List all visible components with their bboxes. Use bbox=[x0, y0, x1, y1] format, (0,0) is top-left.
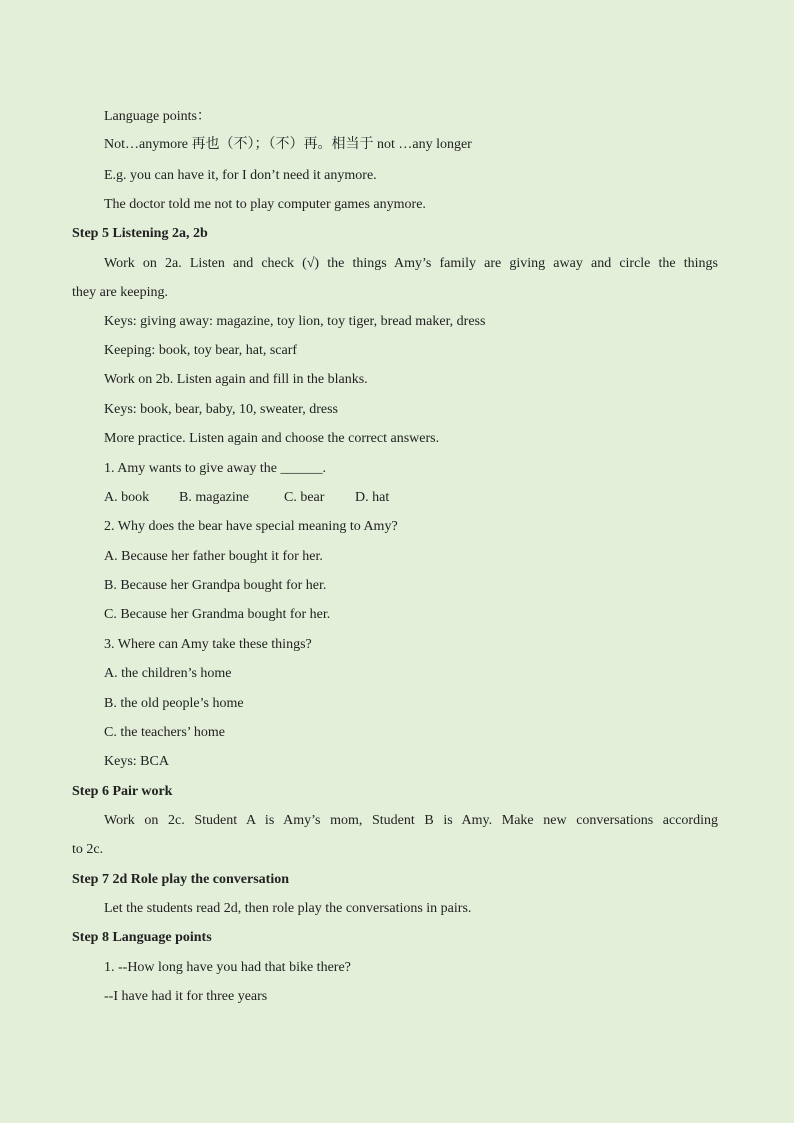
question-1-options bbox=[104, 489, 389, 507]
q2-option-b: B. Because her Grandpa bought for her. bbox=[104, 578, 327, 593]
keys-giving-away: Keys: giving away: magazine, toy lion, toy tiger, bread maker, dress bbox=[104, 314, 486, 329]
not-anymore-explanation: Not…anymore 再也（不）；（不）再。相当于 not …any longer bbox=[104, 137, 472, 152]
question-1: 1. Amy wants to give away the ______. bbox=[104, 461, 327, 476]
more-practice: More practice. Listen again and choose the correct answers. bbox=[104, 431, 440, 446]
step5-instruction-continued: they are keeping. bbox=[72, 285, 169, 300]
dialogue-line-2: --I have had it for three years bbox=[104, 989, 268, 1004]
step5-2b-instruction: Work on 2b. Listen again and fill in the blanks. bbox=[104, 372, 368, 387]
step6-instruction-continued: to 2c. bbox=[72, 842, 104, 857]
step6-heading: Step 6 Pair work bbox=[72, 784, 173, 799]
q1-option-b: B. magazine bbox=[179, 490, 249, 505]
question-3: 3. Where can Amy take these things? bbox=[104, 637, 312, 652]
example-sentence-1: E.g. you can have it, for I don’t need it anymore. bbox=[104, 168, 377, 183]
keys-keeping: Keeping: book, toy bear, hat, scarf bbox=[104, 343, 298, 358]
dialogue-line-1: 1. --How long have you had that bike there? bbox=[104, 960, 351, 975]
step7-instruction: Let the students read 2d, then role play the conversations in pairs. bbox=[104, 901, 472, 916]
q2-option-a: A. Because her father bought it for her. bbox=[104, 549, 323, 564]
q2-option-c: C. Because her Grandma bought for her. bbox=[104, 607, 331, 622]
q1-option-c: C. bear bbox=[284, 490, 325, 505]
q1-option-a: A. book bbox=[104, 490, 150, 505]
question-2: 2. Why does the bear have special meaning to Amy? bbox=[104, 519, 398, 534]
language-points-label: Language points： bbox=[104, 109, 211, 124]
answer-keys: Keys: BCA bbox=[104, 754, 169, 769]
step6-instruction: Work on 2c. Student A is Amy’s mom, Student B is Amy. Make new conversations according bbox=[104, 813, 718, 828]
keys-2b: Keys: book, bear, baby, 10, sweater, dress bbox=[104, 402, 338, 417]
step5-instruction: Work on 2a. Listen and check (√) the things Amy’s family are giving away and circle the things bbox=[104, 256, 718, 271]
q3-option-a: A. the children’s home bbox=[104, 666, 232, 681]
step7-heading: Step 7 2d Role play the conversation bbox=[72, 872, 289, 887]
q3-option-b: B. the old people’s home bbox=[104, 696, 244, 711]
step5-heading: Step 5 Listening 2a, 2b bbox=[72, 226, 208, 241]
step8-heading: Step 8 Language points bbox=[72, 930, 212, 945]
q1-option-d: D. hat bbox=[355, 490, 390, 505]
example-sentence-2: The doctor told me not to play computer games anymore. bbox=[104, 197, 426, 212]
q3-option-c: C. the teachers’ home bbox=[104, 725, 226, 740]
